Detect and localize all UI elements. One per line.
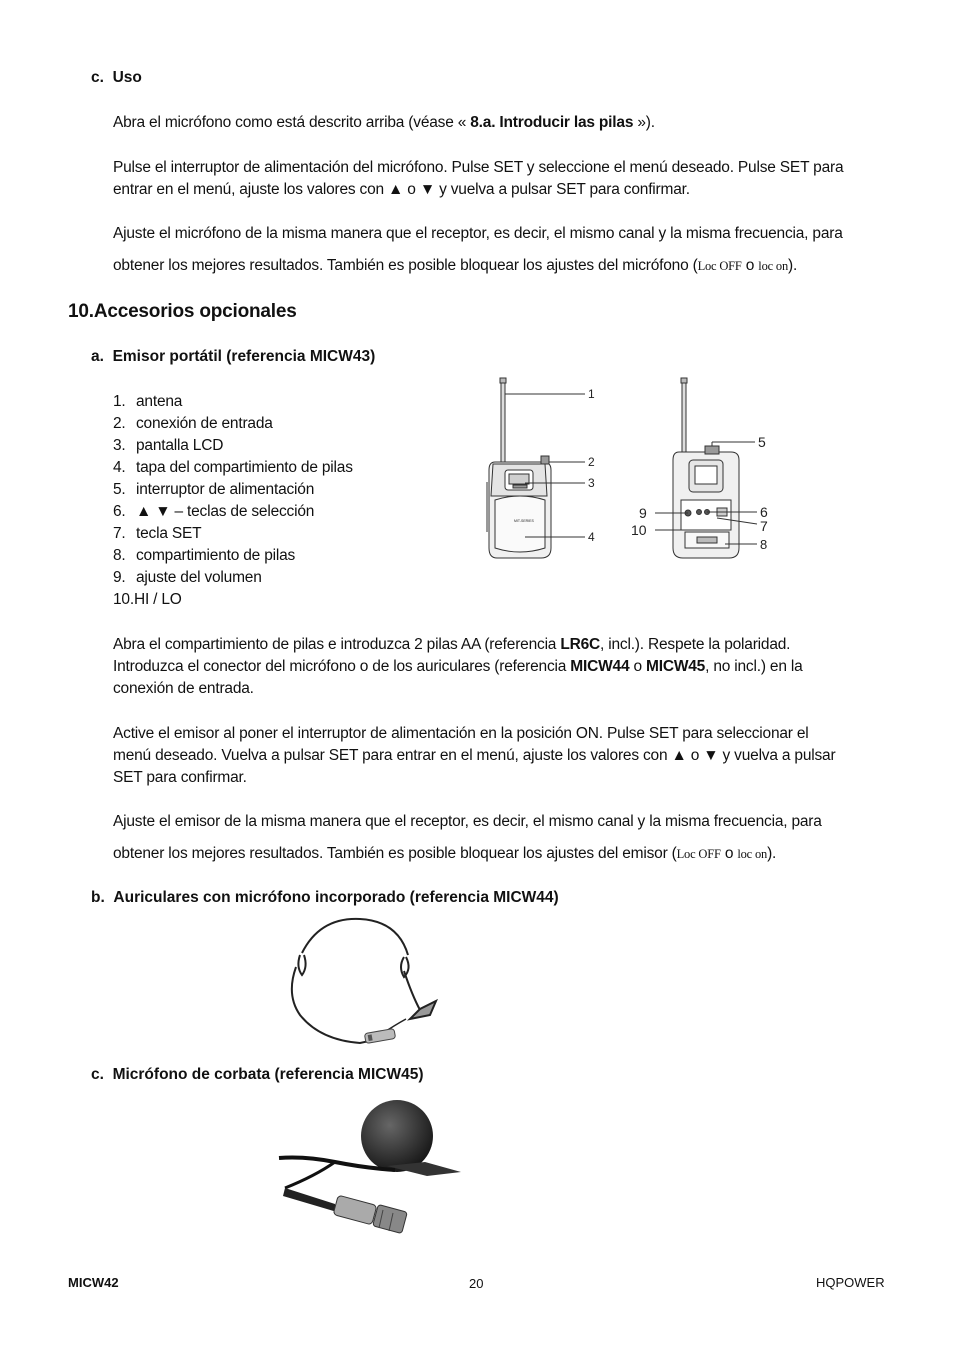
emisor-p2-line3: SET para confirmar. [113,769,247,786]
lcd-label: MIT-SERIES [514,519,534,523]
section-c2-heading [91,1066,423,1084]
list-item [113,457,353,479]
callout-2: 2 [588,455,595,469]
item-text: interruptor de alimentación [136,481,315,498]
emisor-p1-line2-text: Introduzca el conector del micrófono o de los auriculares (referencia [113,658,571,675]
uso-p3-line1: Ajuste el micrófono de la misma manera que el receptor, es decir, el mismo canal y la misma frecuencia, para [113,225,843,242]
list-item [113,567,353,589]
emisor-paragraph-1 [113,634,893,700]
uso-p3-line2-text: obtener los mejores resultados. También es posible bloquear los ajustes del micrófono ( [113,257,698,274]
headset-image [280,915,455,1055]
list-item [113,523,353,545]
lcd-loc-on: loc on [737,847,768,861]
mini-xlr-connector [283,1188,407,1234]
emisor-paragraph-2 [113,723,893,789]
lavalier-mic-image [275,1096,465,1241]
section-b-title: Auriculares con micrófono incorporado (referencia MICW44) [113,889,559,906]
section-c-label: c. [91,69,104,86]
transmitter-back-view [673,378,739,558]
item-number: 1. [113,393,126,410]
emisor-p2-line1: Active el emisor al poner el interruptor de alimentación en la posición ON. Pulse SET para seleccionar el [113,725,809,742]
uso-p3-line2 [113,255,893,277]
list-item [113,391,353,413]
emisor-p3-line2-text: obtener los mejores resultados. También es posible bloquear los ajustes del emisor ( [113,845,677,862]
item-number: 8. [113,547,126,564]
section-b-heading [91,889,559,907]
emisor-p1-line1 [113,634,893,656]
item-text: ajuste del volumen [136,569,262,586]
item-number: 3. [113,437,126,454]
item-number: 2. [113,415,126,432]
callout-1: 1 [588,387,595,401]
section-c2-label: c. [91,1066,104,1083]
section-a-title: Emisor portátil (referencia MICW43) [112,348,376,365]
section-a-label: a. [91,348,104,365]
emisor-p2-line2: menú deseado. Vuelva a pulsar SET para entrar en el menú, ajuste los valores con ▲ o ▼ y vuelva a pulsar [113,747,836,764]
uso-p1-bold: 8.a. Introducir las pilas [470,114,634,131]
lcd-loc-off: Loc OFF [676,847,721,861]
emisor-p1-line2 [113,656,893,678]
list-item [113,545,353,567]
callout-8: 8 [760,537,768,552]
uso-p1-text: Abra el micrófono como está descrito arriba (véase « [113,114,471,131]
emisor-paragraph-3 [113,811,893,865]
list-item [113,501,353,523]
item-number: 4. [113,459,126,476]
section-b-label: b. [91,889,105,906]
uso-p3-post: ). [788,257,798,274]
emisor-p1-bold-micw44: MICW44 [570,658,630,675]
emisor-p1-line3: conexión de entrada. [113,680,254,697]
item-text: ▲ ▼ – teclas de selección [136,503,315,520]
uso-p2-line1: Pulse el interruptor de alimentación del micrófono. Pulse SET y seleccione el menú deseado. Pulse SET para [113,159,844,176]
item-number: 5. [113,481,126,498]
callout-7: 7 [760,518,768,534]
list-item [113,589,353,611]
callout-10: 10 [631,522,647,538]
uso-paragraph-1 [113,112,893,134]
emisor-p1-text: Abra el compartimiento de pilas e introduzca 2 pilas AA (referencia [113,636,561,653]
item-text: antena [136,393,183,410]
section-10-heading: 10.Accesorios opcionales [68,301,297,322]
item-text: tapa del compartimiento de pilas [136,459,353,476]
item-number: 10. [113,591,134,608]
callout-5: 5 [758,434,766,450]
emisor-p1-mid: o [629,658,647,675]
emisor-p1-line2-post: , no incl.) en la [705,658,803,675]
section-c-heading [91,69,142,87]
emisor-p1-bold-lr6c: LR6C [560,636,601,653]
emisor-p3-line1: Ajuste el emisor de la misma manera que el receptor, es decir, el mismo canal y la misma frecuencia, para [113,813,822,830]
section-c2-title: Micrófono de corbata (referencia MICW45) [112,1066,424,1083]
list-item [113,413,353,435]
transmitter-diagram [485,372,785,572]
item-text: HI / LO [133,591,182,608]
emisor-p1-bold-micw45: MICW45 [646,658,706,675]
headset-connector [364,1028,395,1043]
section-c-title: Uso [112,69,142,86]
uso-p1-post: »). [633,114,655,131]
foam-windscreen [361,1100,433,1172]
lcd-loc-off: Loc OFF [697,259,742,273]
list-item [113,435,353,457]
item-number: 9. [113,569,126,586]
emisor-p3-post: ). [767,845,777,862]
section-a-heading [91,348,375,366]
emisor-p1-post: , incl.). Respete la polaridad. [600,636,791,653]
callout-4: 4 [588,530,595,544]
footer-page-number: 20 [469,1276,484,1291]
item-text: tecla SET [136,525,202,542]
emisor-p3-o: o [720,845,738,862]
uso-paragraph-2 [113,157,893,201]
uso-p3-o: o [741,257,759,274]
lcd-loc-on: loc on [758,259,788,273]
item-text: compartimiento de pilas [136,547,296,564]
footer-brand: HQPOWER [816,1275,885,1290]
item-number: 6. [113,503,126,520]
parts-list [113,391,353,611]
callout-6: 6 [760,504,768,520]
emisor-p3-line2 [113,843,893,865]
callout-3: 3 [588,476,595,490]
item-text: conexión de entrada [136,415,273,432]
callout-9: 9 [639,505,647,521]
uso-paragraph-3 [113,223,893,277]
item-number: 7. [113,525,126,542]
list-item [113,479,353,501]
footer-model: MICW42 [68,1275,119,1290]
item-text: pantalla LCD [136,437,224,454]
uso-p2-line2: entrar en el menú, ajuste los valores con ▲ o ▼ y vuelva a pulsar SET para confirmar. [113,181,690,198]
transmitter-front-view [487,378,551,558]
